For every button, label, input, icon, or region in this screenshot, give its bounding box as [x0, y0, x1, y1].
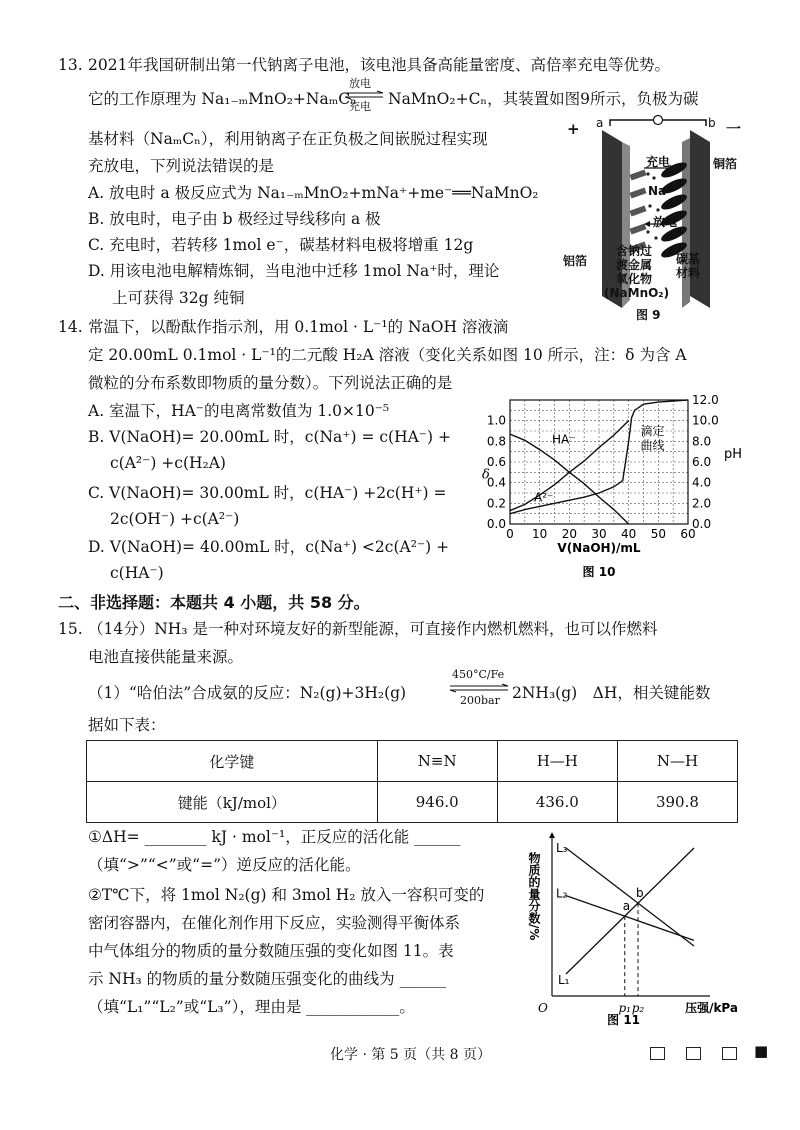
q15-sub2-line3: 中气体组分的物质的量分数随压强的变化如图 11。表: [88, 942, 454, 960]
q13-line2-post: NaMnO₂+Cₙ，其装置如图9所示，负极为碳: [388, 90, 699, 108]
series-line: [510, 434, 629, 524]
q14-option-b-line1: B. V(NaOH)= 20.00mL 时，c(Na⁺) = c(HA⁻) +: [88, 428, 451, 446]
lamp-icon: [654, 116, 663, 125]
y-right-label: pH: [724, 446, 743, 462]
fig9-caption: 图 9: [636, 308, 661, 322]
figure-9-battery: [578, 112, 738, 312]
annotation-titration: 滴定: [640, 424, 665, 439]
q13-option-d-line2: 上可获得 32g 纯铜: [112, 289, 245, 307]
fig9-oxide-line2: 渡金属: [616, 258, 653, 272]
table-cell: 946.0: [377, 782, 497, 823]
y-right-tick-label: 6.0: [692, 455, 712, 469]
page-footer: 化学 · 第 5 页（共 8 页）: [330, 1047, 491, 1063]
q15-arrow-bottom: 200bar: [460, 694, 500, 707]
chart-caption: 图 10: [582, 565, 616, 579]
q13-equilibrium-arrow: [343, 91, 385, 99]
figure-11-chart: [516, 826, 738, 1026]
q15-sub2-line1: ②T℃下，将 1mol N₂(g) 和 3mol H₂ 放入一容积可变的: [88, 886, 485, 904]
fig9-copper-foil: 铜箔: [713, 157, 738, 171]
q15-sub2-line5: （填“L₁”“L₂”或“L₃”），理由是 ____________。: [88, 998, 415, 1016]
oxide-layers: [629, 169, 646, 252]
y-left-tick-label: 0.4: [486, 475, 506, 490]
footer-box: [686, 1047, 701, 1060]
q14-option-a: A. 室温下，HA⁻的电离常数值为 1.0×10⁻⁵: [88, 402, 390, 420]
q14-option-d-line1: D. V(NaOH)= 40.00mL 时，c(Na⁺) <2c(A²⁻) +: [88, 538, 450, 556]
y-right-tick-label: 2.0: [692, 496, 712, 511]
q15-line2: 电池直接供能量来源。: [88, 648, 244, 666]
q13-number: 13.: [58, 56, 83, 74]
footer-mark: ■: [754, 1042, 769, 1060]
fig9-label-b: b: [708, 116, 716, 130]
q13-line1: 2021年我国研制出第一代钠离子电池，该电池具备高能量密度、高倍率充电等优势。: [88, 56, 670, 74]
copper-foil-electrode: [690, 130, 710, 308]
chart-caption: 图 11: [607, 1013, 641, 1027]
q13-option-c: C. 充电时，若转移 1mol e⁻，碳基材料电极将增重 12g: [88, 236, 474, 254]
fig9-oxide-line4: (NaMnO₂): [604, 286, 670, 300]
table-header-row: [87, 741, 738, 782]
y-left-tick-label: 0.0: [486, 517, 506, 531]
q15-line1: （14分）NH₃ 是一种对环境友好的新型能源，可直接作内燃机燃料，也可以作燃料: [88, 620, 658, 638]
y-right-tick-label: 10.0: [692, 413, 719, 428]
y-left-tick-label: 0.2: [486, 496, 506, 511]
q15-equilibrium-arrow: [448, 684, 510, 692]
fig9-aluminum-foil: 铝箔: [563, 254, 588, 268]
x-tick-label: 60: [680, 527, 696, 541]
y-axis-label: 物质的量分数/%: [527, 852, 541, 941]
y-right-tick-label: 0.0: [692, 517, 712, 531]
annotation-a2: A²⁻: [534, 490, 554, 505]
q15-sub2-line2: 密闭容器内，在催化剂作用下反应，实验测得平衡体系: [88, 914, 461, 932]
y-right-tick-label: 4.0: [692, 475, 712, 490]
x-axis-label: V(NaOH)/mL: [557, 541, 641, 555]
q14-line2: 定 20.00mL 0.1mol · L⁻¹的二元酸 H₂A 溶液（变化关系如图 10 所示，注：δ 为含 A: [88, 346, 687, 364]
q13-option-b: B. 放电时，电子由 b 极经过导线移向 a 极: [88, 210, 381, 228]
x-tick-label: 20: [561, 527, 577, 541]
q13-line3: 基材料（NaₘCₙ），利用钠离子在正负极之间嵌脱过程实现: [88, 130, 488, 148]
x-tick-label: 50: [650, 527, 666, 541]
table-cell: 键能（kJ/mol）: [87, 782, 378, 823]
q15-number: 15.: [58, 620, 83, 638]
q15-sub1-line2: （填“>”“<”或“=”）逆反应的活化能。: [88, 856, 361, 874]
x-tick-label: p₂: [631, 1001, 645, 1015]
fig9-discharge: 放电: [653, 215, 678, 229]
q14-line3: 微粒的分布系数即物质的量分数）。下列说法正确的是: [88, 374, 453, 392]
q15-part1-line2: 据如下表：: [88, 716, 166, 734]
y-left-tick-label: 1.0: [486, 413, 506, 428]
q15-arrow-top: 450°C/Fe: [452, 668, 505, 681]
x-tick-label: 10: [532, 527, 548, 541]
q13-option-d-line1: D. 用该电池电解精炼铜，当电池中迁移 1mol Na⁺时，理论: [88, 262, 500, 280]
section-2-heading: 二、非选择题：本题共 4 小题，共 58 分。: [58, 593, 370, 612]
bond-energy-table: [86, 740, 738, 823]
x-axis-label: 压强/kPa: [685, 1001, 738, 1015]
table-header: 化学键: [87, 741, 378, 782]
q14-option-d-line2: c(HA⁻): [110, 564, 164, 582]
q15-sub1-line1: ①ΔH= ________ kJ · mol⁻¹，正反应的活化能 ______: [88, 828, 461, 846]
q14-option-c-line1: C. V(NaOH)= 30.00mL 时，c(HA⁻) +2c(H⁺) =: [88, 484, 447, 502]
fig9-carbon-line2: 材料: [676, 266, 701, 280]
table-cell: 436.0: [497, 782, 617, 823]
q15-sub2-line4: 示 NH₃ 的物质的量分数随压强变化的曲线为 ______: [88, 970, 447, 988]
q13-option-a: A. 放电时 a 极反应式为 Na₁₋ₘMnO₂+mNa⁺+me⁻══NaMnO₂: [88, 184, 539, 202]
q13-arrow-bottom: 充电: [349, 100, 371, 113]
table-cell: 390.8: [617, 782, 737, 823]
table-header: H—H: [497, 741, 617, 782]
fig9-oxide-line3: 氧化物: [616, 272, 653, 286]
y-left-tick-label: 0.6: [486, 455, 506, 469]
x-tick-label: 40: [621, 527, 637, 541]
y-axis-arrow: [549, 832, 555, 838]
table-header: N≡N: [377, 741, 497, 782]
table-header: N—H: [617, 741, 737, 782]
y-left-tick-label: 0.8: [486, 434, 506, 449]
q14-option-c-line2: 2c(OH⁻) +c(A²⁻): [110, 510, 240, 528]
x-tick-label: p₁: [618, 1001, 632, 1015]
q15-part1-pre: （1）“哈伯法”合成氨的反应：N₂(g)+3H₂(g): [88, 684, 407, 702]
x-tick-label: 30: [591, 527, 607, 541]
annotation-curve: 曲线: [640, 438, 665, 453]
annotation-ha: HA⁻: [552, 432, 576, 447]
q13-line4: 充放电，下列说法错误的是: [88, 157, 275, 175]
q14-number: 14.: [58, 318, 83, 336]
q13-arrow-top: 放电: [349, 77, 371, 90]
footer-box: [650, 1047, 665, 1060]
fig9-charge: 充电: [646, 155, 671, 169]
figure-10-chart: [478, 390, 743, 590]
fig9-minus: 一: [726, 120, 742, 138]
y-right-tick-label: 12.0: [692, 393, 719, 407]
fig9-na-ion: Na⁺: [648, 184, 673, 198]
fig9-plus: +: [567, 120, 580, 138]
series-label-l1: L₁: [558, 973, 570, 987]
y-left-label: δ: [482, 467, 490, 483]
fig9-oxide-line1: 含钠过: [616, 244, 653, 258]
intersection-label: b: [636, 886, 644, 901]
series-label-l2: L₂: [556, 886, 568, 901]
q14-line1: 常温下，以酚酞作指示剂，用 0.1mol · L⁻¹的 NaOH 溶液滴: [88, 318, 509, 336]
footer-box: [722, 1047, 737, 1060]
intersection-label: a: [622, 899, 631, 914]
q14-option-b-line2: c(A²⁻) +c(H₂A): [110, 454, 226, 472]
series-label-l3: L₃: [556, 841, 568, 855]
x-tick-label: 0: [506, 527, 514, 541]
table-row: [87, 782, 738, 823]
y-right-tick-label: 8.0: [692, 434, 712, 449]
fig9-label-a: a: [596, 116, 604, 130]
q13-line2-pre: 它的工作原理为 Na₁₋ₘMnO₂+NaₘCₙ: [88, 90, 357, 108]
fig9-carbon-line1: 碳基: [676, 252, 701, 266]
series-line: [566, 848, 694, 946]
origin-label: O: [538, 1001, 548, 1015]
q15-part1-post: 2NH₃(g) ΔH，相关键能数: [512, 684, 711, 702]
